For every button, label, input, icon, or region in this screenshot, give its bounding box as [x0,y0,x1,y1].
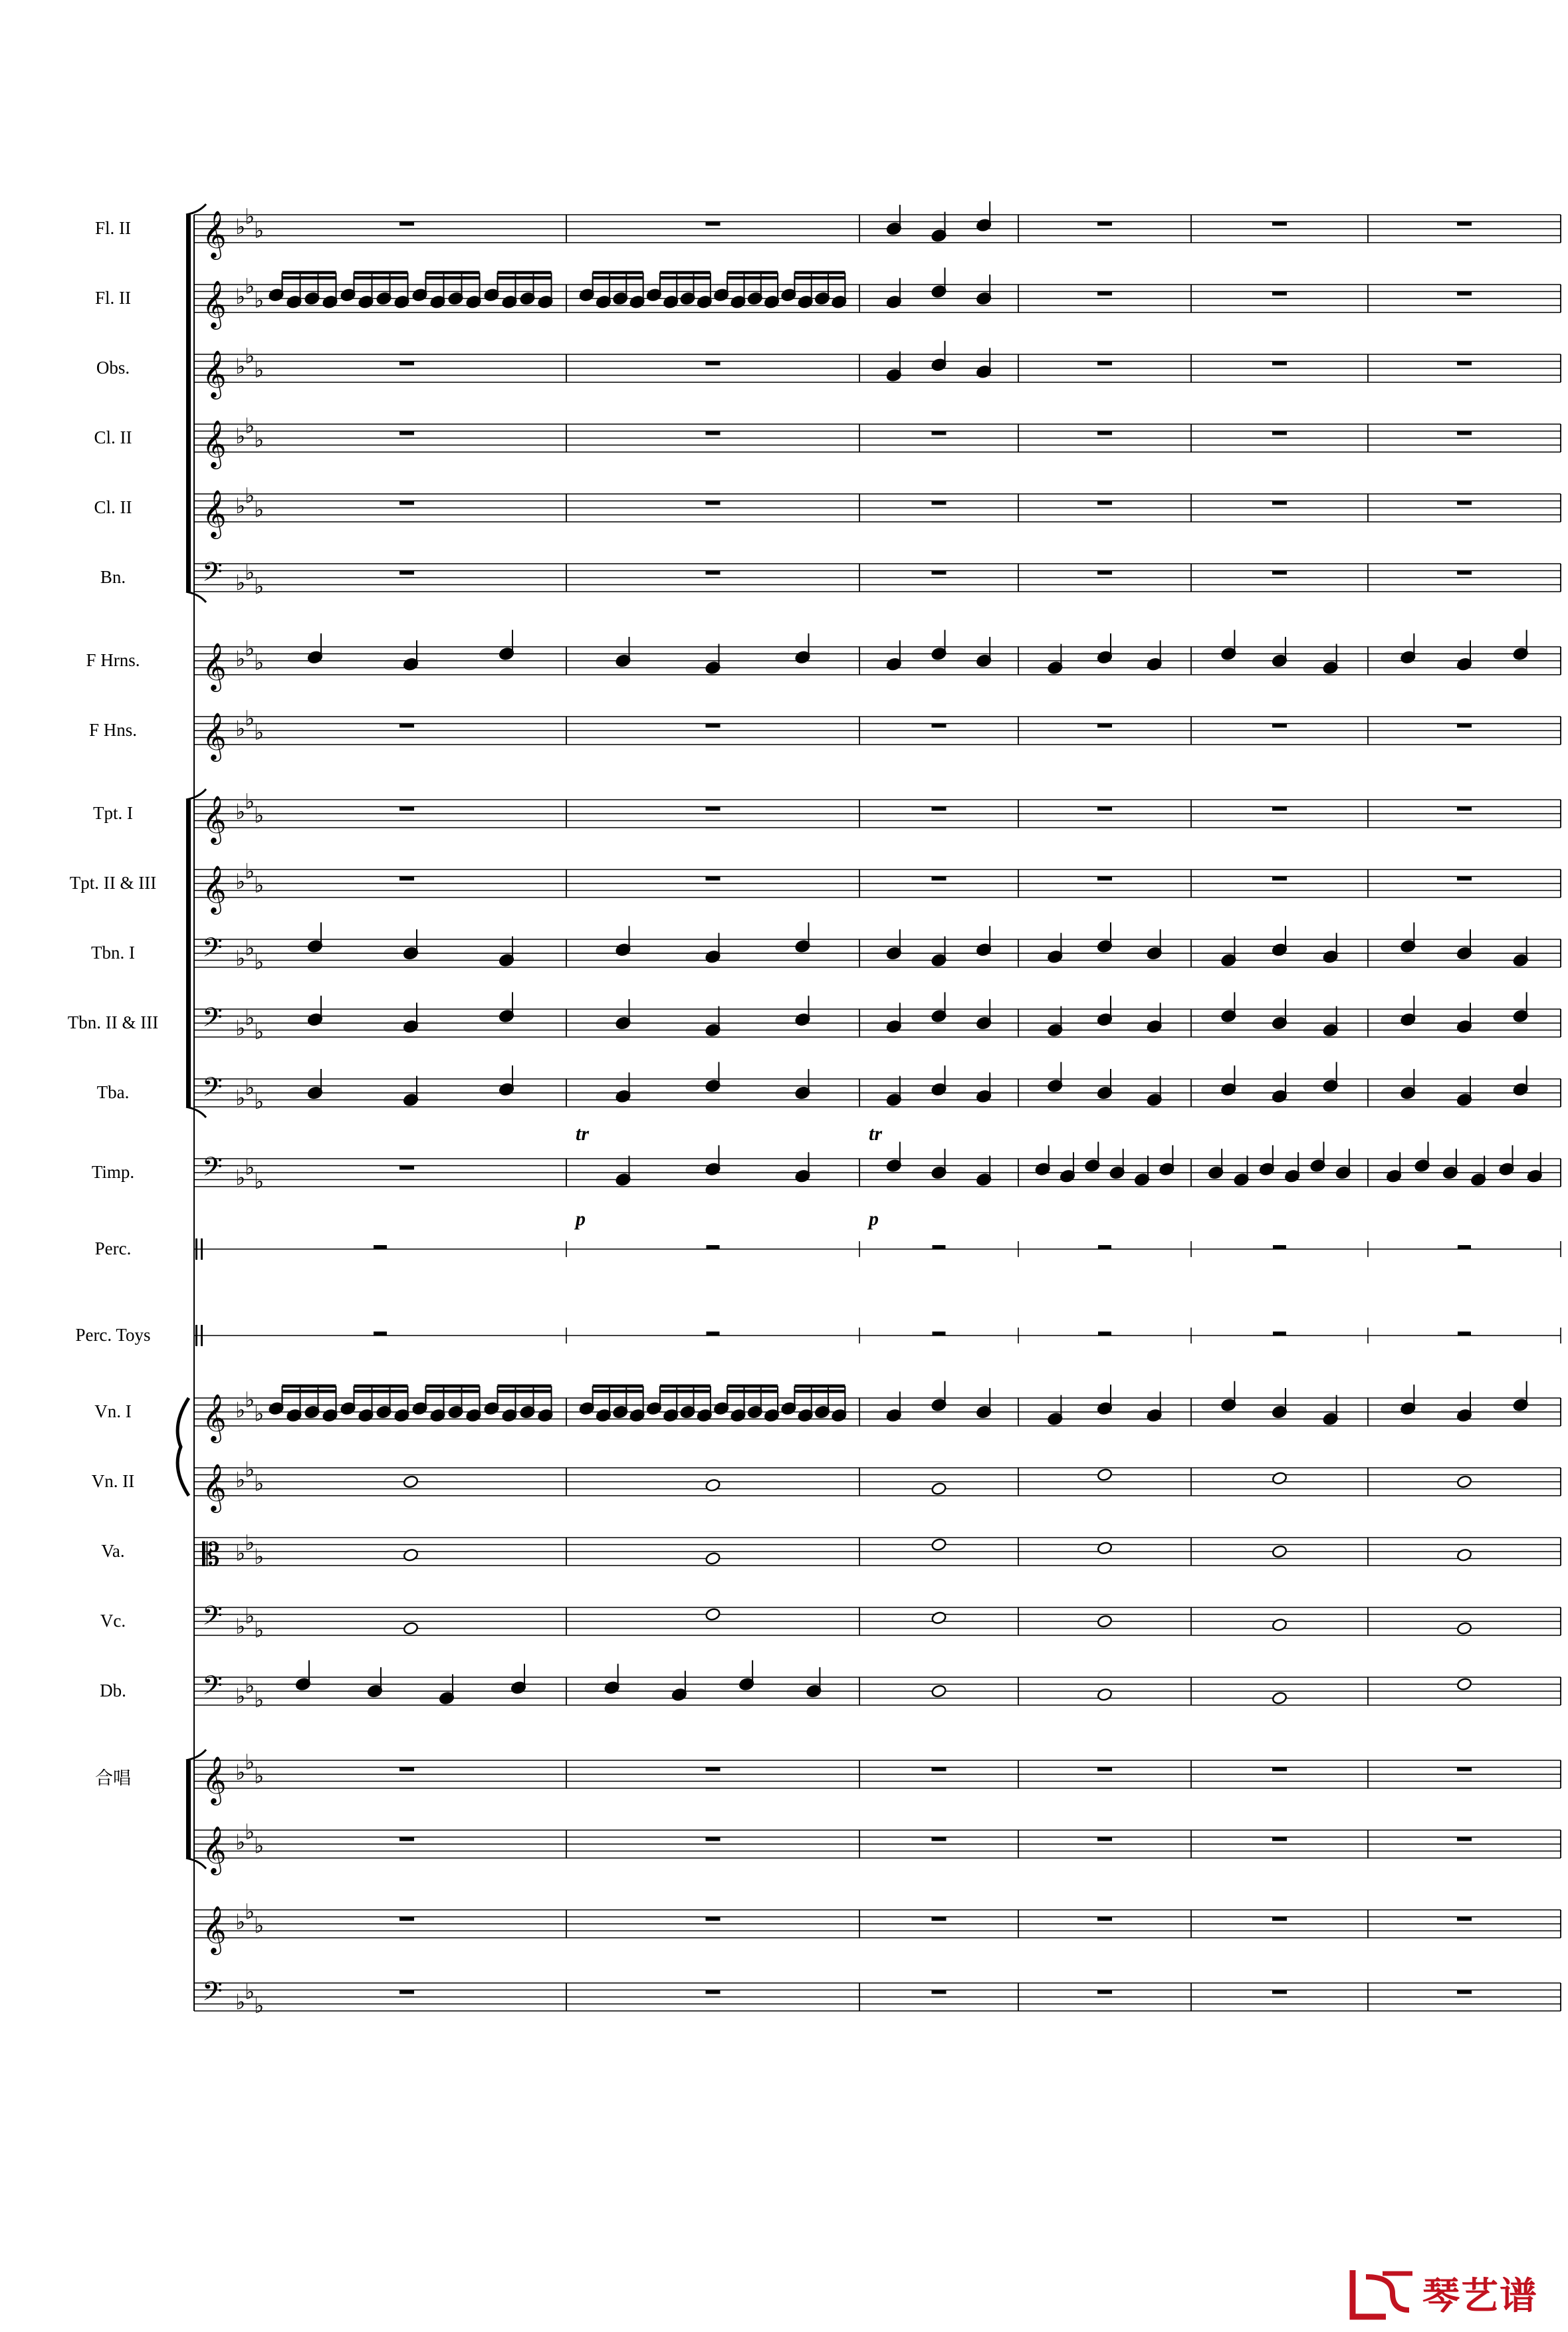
svg-text:♭: ♭ [254,1088,265,1114]
svg-text:♭: ♭ [245,343,255,369]
staff-label: Cl. II [94,497,132,517]
staff-14 [194,1142,1561,1194]
staff-16 [194,1325,1561,1346]
svg-text:♭: ♭ [245,1074,255,1100]
staff-label: Tpt. I [93,803,133,823]
svg-text:♭: ♭ [235,570,246,596]
staff-25 [194,1976,1561,2018]
svg-text:𝄞: 𝄞 [202,1905,227,1953]
dynamic-mark: p [576,1208,586,1230]
site-logo-text: 琴艺谱 [1422,2275,1538,2318]
staff-label: Vc. [100,1611,126,1631]
trill-mark: tr [869,1123,883,1145]
svg-text:𝄞: 𝄞 [202,1393,227,1441]
staff-label: F Hns. [88,720,138,740]
svg-text:♭: ♭ [245,788,255,814]
svg-text:♭: ♭ [235,1015,246,1041]
staff-24 [194,1899,1561,1955]
staff-1 [194,201,1561,260]
svg-text:♭: ♭ [254,1401,265,1427]
svg-text:♭: ♭ [254,1992,265,2018]
staff-7 [194,630,1561,693]
svg-text:𝄞: 𝄞 [202,1825,227,1873]
svg-text:𝄞: 𝄞 [202,1462,227,1511]
staff-label: Perc. [94,1238,132,1258]
svg-text:♭: ♭ [245,636,255,661]
svg-text:♭: ♭ [245,1819,255,1845]
staff-label: Vn. I [94,1401,132,1421]
svg-text:𝄞: 𝄞 [202,209,227,258]
svg-text:𝄞: 𝄞 [202,349,227,398]
staff-17 [194,1381,1561,1444]
svg-text:♭: ♭ [254,1470,265,1496]
svg-text:𝄞: 𝄞 [202,864,227,913]
svg-text:♭: ♭ [235,284,246,309]
staff-22 [194,1749,1561,1806]
svg-text:♭: ♭ [235,716,246,741]
svg-text:𝄢: 𝄢 [202,1151,223,1189]
svg-text:♭: ♭ [245,1530,255,1556]
staff-label: Perc. Toys [75,1325,151,1345]
svg-text:♭: ♭ [245,1899,255,1924]
svg-text:♭: ♭ [235,214,246,239]
svg-text:♭: ♭ [254,1763,265,1789]
staff-label: Tba. [96,1082,130,1102]
svg-text:♭: ♭ [245,1004,255,1030]
svg-text:♭: ♭ [245,705,255,731]
staff-6 [194,557,1561,599]
svg-text:♭: ♭ [245,483,255,509]
staff-label: Obs. [96,358,130,378]
staff-label: Vn. II [91,1471,135,1491]
svg-text:𝄞: 𝄞 [202,794,227,843]
staff-21 [194,1661,1561,1712]
svg-text:♭: ♭ [245,1673,255,1698]
staff-label: Tpt. II & III [69,873,157,893]
svg-text:♭: ♭ [245,559,255,585]
staff-9 [194,788,1561,845]
staff-23 [194,1819,1561,1875]
staff-10 [194,858,1561,915]
staff-label: Fl. II [95,288,131,308]
svg-text:♭: ♭ [245,1154,255,1180]
dynamic-mark: p [869,1208,879,1230]
svg-text:♭: ♭ [254,1018,265,1044]
staff-2 [194,268,1561,330]
svg-text:𝄢: 𝄢 [202,932,223,970]
svg-text:♭: ♭ [245,1978,255,2004]
staff-label: Fl. II [95,218,131,238]
staff-3 [194,341,1561,400]
staff-8 [194,705,1561,762]
svg-text:♭: ♭ [245,413,255,439]
svg-text:♭: ♭ [254,872,265,898]
svg-text:𝄢: 𝄢 [202,1072,223,1109]
svg-text:♭: ♭ [254,1617,265,1643]
trill-mark: tr [576,1123,590,1145]
svg-text:♭: ♭ [235,1683,246,1709]
svg-text:𝄢: 𝄢 [202,1600,223,1638]
svg-text:♭: ♭ [254,1687,265,1712]
svg-text:𝄢: 𝄢 [202,1670,223,1708]
svg-text:𝄞: 𝄞 [202,419,227,467]
svg-text:𝄞: 𝄞 [202,711,227,760]
svg-text:♭: ♭ [245,858,255,884]
svg-text:♭: ♭ [235,1909,246,1934]
staff-label: Db. [100,1681,126,1700]
svg-text:♭: ♭ [235,1989,246,2015]
svg-text:♭: ♭ [254,1544,265,1570]
svg-text:♭: ♭ [245,1457,255,1482]
staff-label: 合唱 [95,1768,131,1788]
svg-text:𝄞: 𝄞 [202,489,227,537]
svg-text:♭: ♭ [245,273,255,299]
staff-label: Tbn. I [91,943,135,963]
svg-text:♭: ♭ [235,1165,246,1191]
staff-11 [194,923,1561,975]
svg-text:♭: ♭ [235,354,246,379]
svg-text:♭: ♭ [235,1829,246,1855]
staff-4 [194,413,1561,469]
staff-label: Va. [101,1541,125,1561]
staff-label: Timp. [91,1162,135,1182]
svg-text:♭: ♭ [245,935,255,961]
svg-text:♭: ♭ [235,1085,246,1111]
staff-20 [194,1601,1561,1643]
svg-text:♭: ♭ [235,1760,246,1785]
svg-text:♭: ♭ [235,799,246,824]
svg-text:𝄢: 𝄢 [202,1976,223,2014]
svg-text:♭: ♭ [254,573,265,599]
svg-text:𝄞: 𝄞 [202,1755,227,1804]
svg-text:♭: ♭ [245,1387,255,1413]
svg-text:♭: ♭ [245,1749,255,1775]
staff-5 [194,483,1561,539]
svg-text:♭: ♭ [254,1833,265,1859]
svg-text:♭: ♭ [235,423,246,449]
svg-text:♭: ♭ [245,1603,255,1629]
svg-text:♭: ♭ [235,1397,246,1423]
svg-text:♭: ♭ [254,1913,265,1938]
svg-text:𝄢: 𝄢 [202,556,223,594]
staff-19 [194,1530,1561,1574]
svg-text:𝄡: 𝄡 [202,1536,220,1574]
svg-text:♭: ♭ [254,357,265,383]
staff-label: Cl. II [94,427,132,447]
svg-text:♭: ♭ [235,945,246,971]
svg-text:𝄞: 𝄞 [202,641,227,690]
svg-text:♭: ♭ [254,949,265,975]
staff-label: Bn. [100,567,126,587]
svg-text:♭: ♭ [235,1467,246,1492]
svg-text:♭: ♭ [254,217,265,243]
staff-13 [194,1062,1561,1114]
staff-18 [194,1457,1561,1513]
staff-12 [194,992,1561,1044]
staff-label: F Hrns. [86,650,140,670]
svg-text:♭: ♭ [254,287,265,313]
svg-text:♭: ♭ [254,802,265,828]
svg-text:♭: ♭ [254,719,265,745]
staff-15 [194,1238,1561,1260]
svg-text:♭: ♭ [235,1613,246,1639]
svg-text:𝄞: 𝄞 [202,279,227,328]
svg-text:♭: ♭ [235,493,246,519]
svg-text:♭: ♭ [235,1540,246,1566]
svg-text:♭: ♭ [235,646,246,671]
svg-text:♭: ♭ [254,1168,265,1194]
svg-text:♭: ♭ [245,203,255,229]
svg-text:♭: ♭ [235,869,246,894]
svg-text:♭: ♭ [254,497,265,523]
svg-text:♭: ♭ [254,649,265,675]
svg-text:𝄢: 𝄢 [202,1002,223,1040]
svg-text:♭: ♭ [254,427,265,453]
staff-label: Tbn. II & III [67,1012,159,1032]
